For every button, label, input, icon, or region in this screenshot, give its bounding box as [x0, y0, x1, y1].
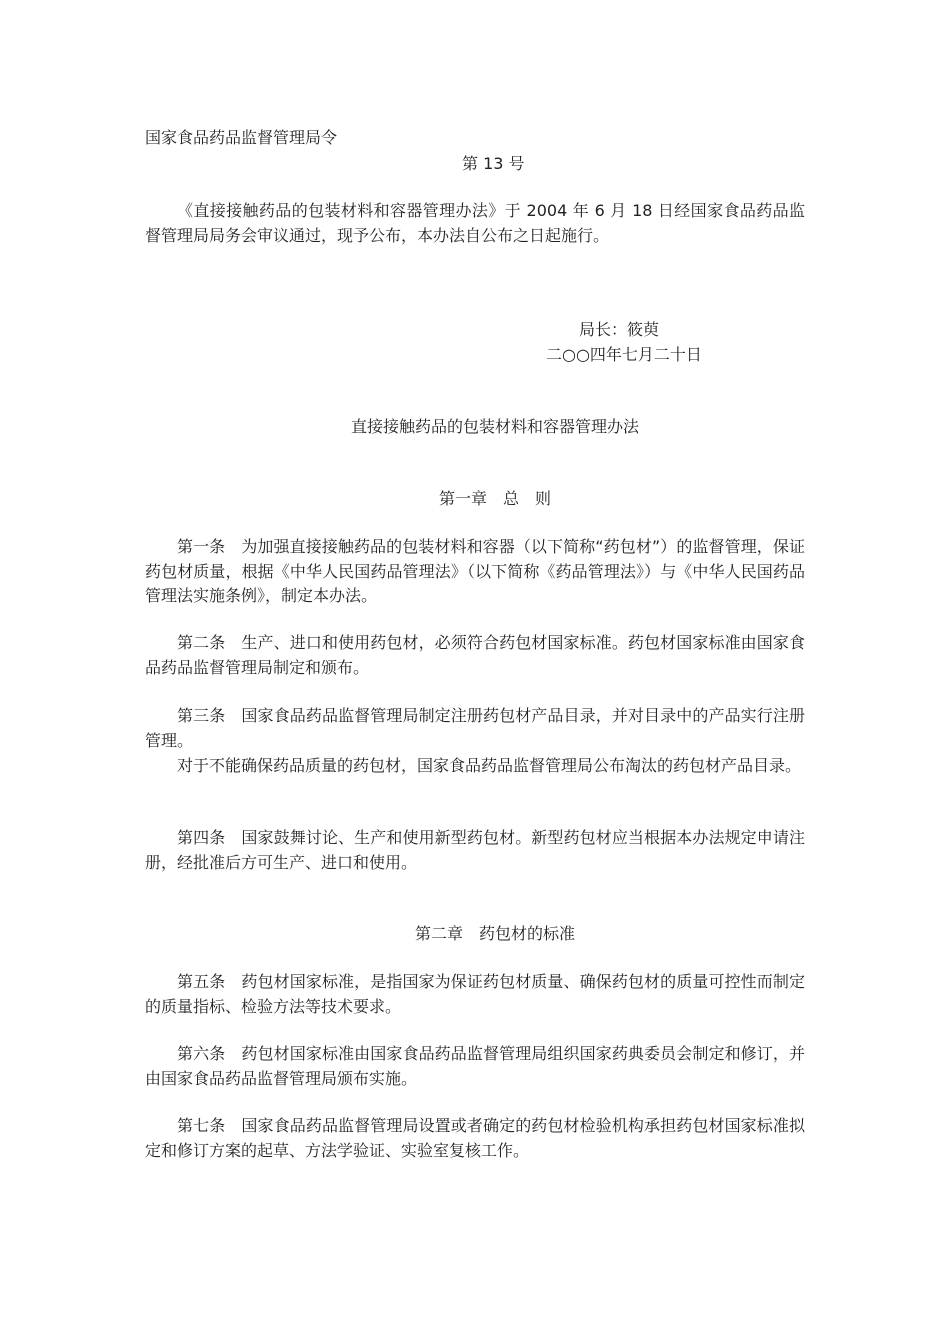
article-3-paragraph-2: 对于不能确保药品质量的药包材，国家食品药品监督管理局公布淘汰的药包材产品目录。 — [177, 756, 802, 775]
signer: 局长：筱萸 — [579, 320, 660, 339]
article-5: 第五条 药包材国家标准，是指国家为保证药包材质量、确保药包材的质量可控性而制定的质量指标、检验方法等技术要求。 — [145, 972, 805, 1016]
article-6: 第六条 药包材国家标准由国家食品药品监督管理局组织国家药典委员会制定和修订，并由国家食品药品监督管理局颁布实施。 — [145, 1044, 805, 1088]
article-4: 第四条 国家鼓舞讨论、生产和使用新型药包材。新型药包材应当根据本办法规定申请注册，经批准后方可生产、进口和使用。 — [145, 828, 805, 872]
order-number: 第 13 号 — [462, 154, 525, 173]
signature-date: 二○○四年七月二十日 — [546, 345, 702, 364]
chapter-1-title: 第一章 总 则 — [438, 489, 551, 508]
announcement-paragraph: 《直接接触药品的包装材料和容器管理办法》于 2004 年 6 月 18 日经国家食品药品监督管理局局务会审议通过，现予公布，本办法自公布之日起施行。 — [145, 201, 805, 245]
document-title: 直接接触药品的包装材料和容器管理办法 — [350, 417, 639, 436]
chapter-2-title: 第二章 药包材的标准 — [414, 924, 575, 943]
article-1: 第一条 为加强直接接触药品的包装材料和容器（以下简称“药包材”）的监督管理，保证药包材质量，根据《中华人民国药品管理法》（以下简称《药品管理法》）与《中华人民国药品管理法实施条例》，制定本办法。 — [145, 537, 805, 605]
article-3: 第三条 国家食品药品监督管理局制定注册药包材产品目录，并对目录中的产品实行注册管理。 — [145, 706, 805, 750]
article-2: 第二条 生产、进口和使用药包材，必须符合药包材国家标准。药包材国家标准由国家食品药品监督管理局制定和颁布。 — [145, 633, 805, 677]
issuer-heading: 国家食品药品监督管理局令 — [145, 128, 338, 147]
article-7: 第七条 国家食品药品监督管理局设置或者确定的药包材检验机构承担药包材国家标准拟定和修订方案的起草、方法学验证、实验室复核工作。 — [145, 1116, 805, 1160]
